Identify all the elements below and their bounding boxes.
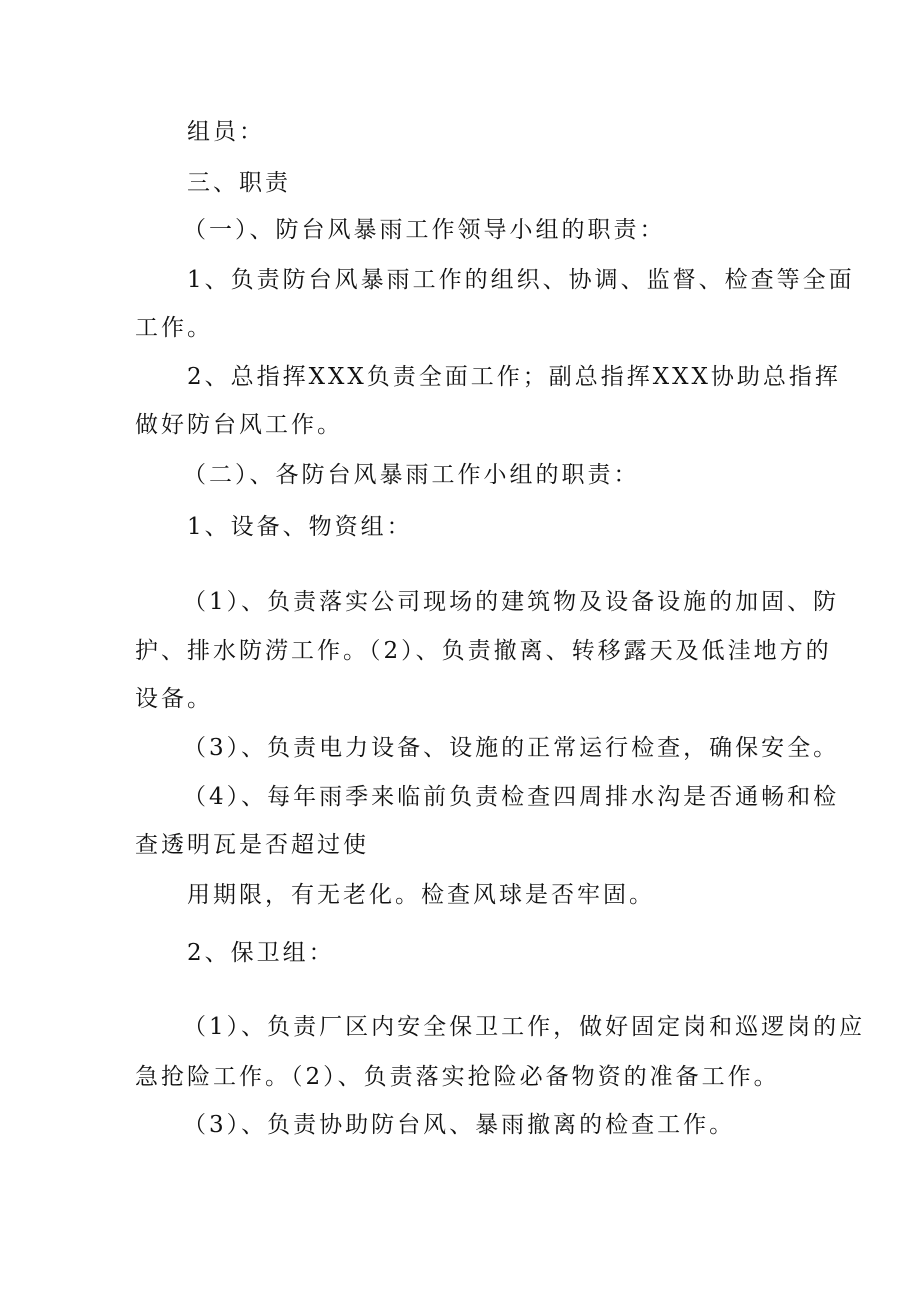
security-item-1-line-1: （1）、负责厂区内安全保卫工作，做好固定岗和巡逻岗的应 bbox=[183, 1014, 866, 1040]
item-1-line-2: 护、排水防涝工作。（2）、负责撤离、转移露天及低洼地方的 bbox=[135, 638, 832, 664]
item-1-line-1: （1）、负责落实公司现场的建筑物及设备设施的加固、防 bbox=[183, 589, 840, 615]
security-item-3: （3）、负责协助防台风、暴雨撤离的检查工作。 bbox=[183, 1112, 736, 1138]
heading-responsibilities: 三、职责 bbox=[187, 170, 291, 196]
paragraph-2-line-2: 做好防台风工作。 bbox=[135, 412, 343, 438]
subheading-working-groups: （二）、各防台风暴雨工作小组的职责： bbox=[183, 462, 640, 488]
line-members: 组员： bbox=[187, 119, 265, 145]
group-security: 2、保卫组： bbox=[187, 940, 335, 966]
item-3: （3）、负责电力设备、设施的正常运行检查，确保安全。 bbox=[183, 735, 840, 761]
item-4-line-1: （4）、每年雨季来临前负责检查四周排水沟是否通畅和检 bbox=[183, 784, 840, 810]
paragraph-2-line-1: 2、总指挥XXX负责全面工作；副总指挥XXX协助总指挥 bbox=[187, 364, 841, 390]
paragraph-1-line-2: 工作。 bbox=[135, 315, 213, 341]
paragraph-1-line-1: 1、负责防台风暴雨工作的组织、协调、监督、检查等全面 bbox=[187, 267, 855, 293]
group-equipment-materials: 1、设备、物资组： bbox=[187, 514, 413, 540]
subheading-leadership-group: （一）、防台风暴雨工作领导小组的职责： bbox=[183, 217, 666, 243]
item-1-line-3: 设备。 bbox=[135, 686, 213, 712]
item-4-line-2: 查透明瓦是否超过使 bbox=[135, 832, 369, 858]
item-4-line-3: 用期限，有无老化。检查风球是否牢固。 bbox=[187, 882, 655, 908]
security-item-1-line-2: 急抢险工作。（2）、负责落实抢险必备物资的准备工作。 bbox=[135, 1064, 780, 1090]
